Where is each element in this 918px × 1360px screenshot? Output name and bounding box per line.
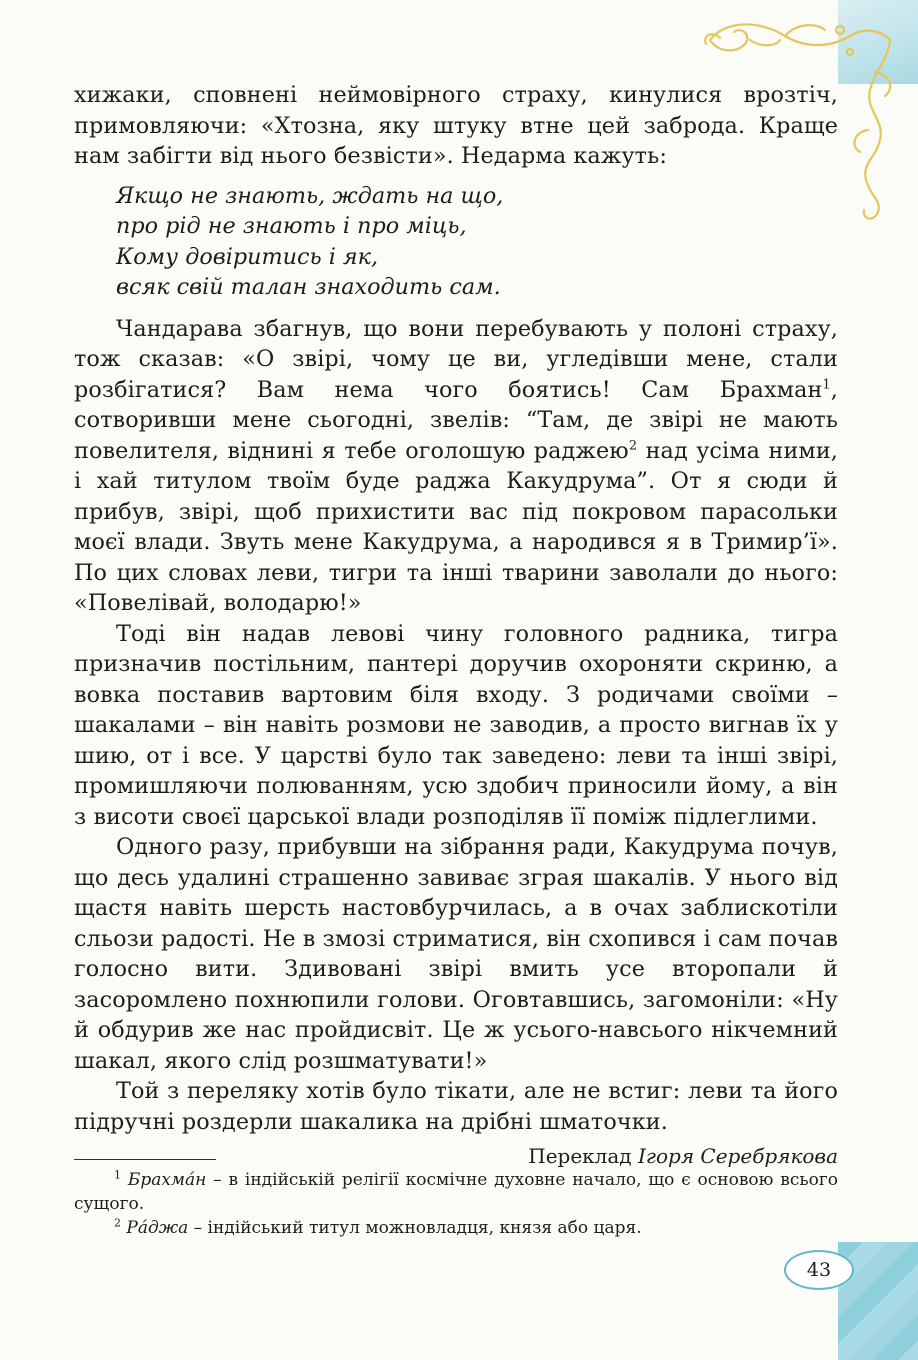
footnote-1 [74,1168,838,1216]
footnote-ref-2[interactable]: 2 [628,438,638,454]
page-edge-strip [838,1242,918,1360]
verse [116,181,838,303]
translator-name: Ігоря Серебрякова [637,1144,838,1168]
verse-line: всяк свій талан знаходить сам. [116,274,501,300]
paragraph-1: хижаки, сповнені неймовірного страху, кинулися врозтіч, примовляючи: «Хтозна, яку штуку втне цей заброда. Краще нам забігти від нього безвісти». Недарма кажуть: [74,82,838,169]
page-content [74,80,838,1171]
footnotes [74,1168,838,1240]
footnote-divider [74,1159,216,1160]
footnote-mark: 1 [114,1168,121,1182]
footnote-ref-1[interactable]: 1 [822,377,831,393]
paragraph-5: Той з переляку хотів було тікати, але не встиг: леви та його підручні роздерли шакалика на дрібні шматочки. [74,1078,838,1135]
footnote-term: Ра́джа [126,1218,189,1238]
footnote-text: – в індійській релігії космічне духовне начало, що є основою всього сущого. [74,1170,839,1214]
paragraph-2-text: , сотворивши мене сьогодні, звелів: “Там, де звірі не мають повелителя, віднині я тебе оголошую раджею [74,376,838,464]
paragraph-3: Тоді він надав левові чину головного радника, тигра призначив постільним, пантері доручив охороняти скриню, а вовка поставив вартовим біля входу. З родичами своїми – шакалами – він навіть розмови не заводив, а просто вигнав їх у шию, от і все. У царстві було так заведено: леви та інші звірі, промишляючи полюванням, усю здобич приносили йому, а він з висоти своєї царської влади розподіляв її поміж підлеглими. [74,620,838,830]
paragraph-2-text: Чандарава збагнув, що вони перебувають у полоні страху, тож сказав: «О звірі, чому це ви, угледівши мене, стали розбігатися? Вам нема чого боятись! Сам Брахман [74,315,838,403]
page-number-badge [784,1250,854,1290]
credit-prefix: Переклад [528,1144,632,1168]
footnote-2 [74,1216,838,1240]
paragraph-2-text: над усіма ними, і хай титулом твоїм буде раджа Какудрума”. От я сюди й прибув, звірі, щоб прихистити вас під покровом парасольки моєї влади. Звуть мене Какудрума, а народився я в Тримир’ї». По цих словах леви, тигри та інші тварини заволали до нього: «Повелівай, володарю!» [74,437,838,616]
paragraph-4: Одного разу, прибувши на зібрання ради, Какудрума почув, що десь удалині страшенно завиває зграя шакалів. У нього від щастя навіть шерсть настовбурчилась, а в очах заблискотіли сльози радості. Не в змозі стриматися, він схопився і сам почав голосно вити. Здивовані звірі вмить усе второпали й засоромлено похнюпили голови. Оговтавшись, загомоніли: «Ну й обдурив же нас пройдисвіт. Це ж усього-навсього нікчемний шакал, якого слід розшматувати!» [74,834,839,1074]
page-number: 43 [806,1259,832,1281]
footnote-text: – індійський титул можновладця, князя або царя. [188,1218,642,1238]
translation-credit [74,1141,838,1171]
verse-line: про рід не знають і про міць, [116,213,467,239]
footnote-mark: 2 [114,1216,121,1230]
footnote-term: Брахма́н [127,1170,207,1190]
verse-line: Кому довіритись і як, [116,243,379,270]
verse-line: Якщо не знають, ждать на що, [116,182,504,209]
paragraph-2 [74,314,838,619]
